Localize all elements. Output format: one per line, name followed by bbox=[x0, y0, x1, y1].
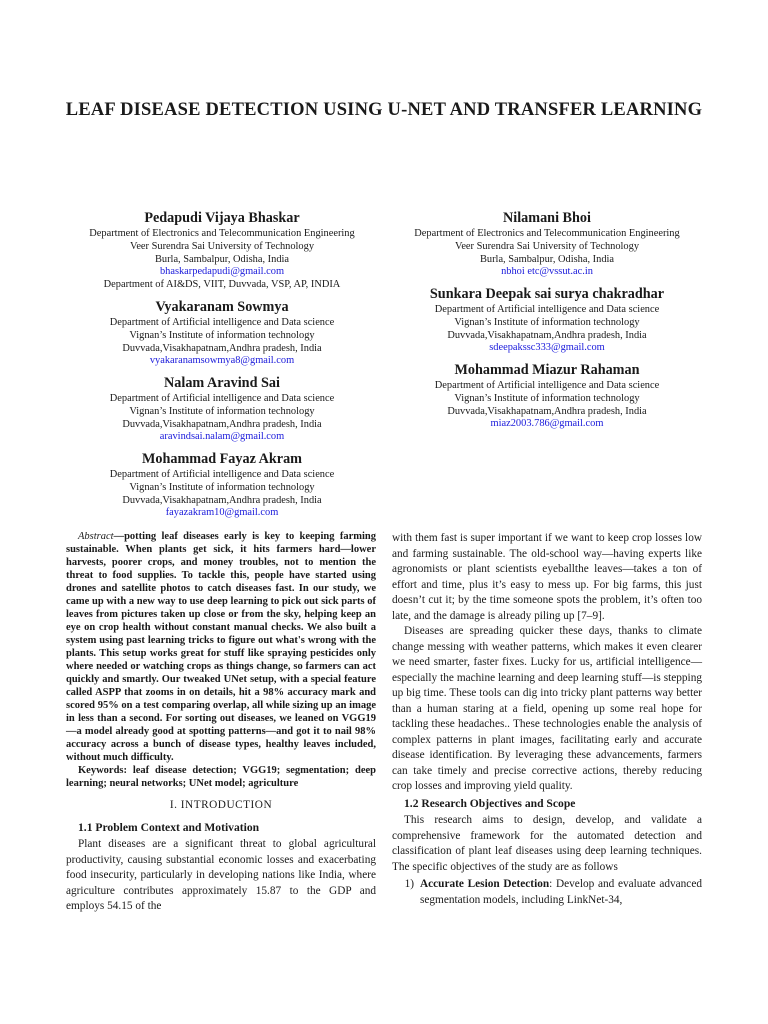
author-affiliation: Vignan’s Institute of information technology bbox=[454, 392, 640, 404]
author-block bbox=[387, 361, 707, 431]
author-block bbox=[62, 450, 382, 520]
author-email-link[interactable]: bhaskarpedapudi@gmail.com bbox=[159, 266, 285, 278]
author-name: Vyakaranam Sowmya bbox=[155, 299, 289, 315]
list-text bbox=[420, 877, 702, 908]
author-affiliation: Department of Artificial intelligence and Data science bbox=[109, 393, 335, 404]
author-affiliation: Veer Surendra Sai University of Technology bbox=[454, 240, 640, 252]
abstract-text: potting leaf diseases early is key to keeping farming sustainable. When plants get sick, it hits farmers hard—lower harvests, poorer crops, and money troubles, not to mention the threat to food supplies. To tackle this, people have started using drones and satellite photos to catch diseases fast. In our study, we came up with a new way to use deep learning to pick out sick parts of leaves from pictures taken up close or from the sky, helping keep an eye on crop health without constant manual checks. We also built a system using past learning tricks to figure out what's wrong with the plants. This setup works great for stuff like spraying pesticides only where needed or watching crops as things change, so farmers can act quickly and smartly. Our tweaked UNet setup, with a special feature called ASPP that zooms in on details, hit a 98% accuracy mark and scored 95% on a test comparing overlap, all while sizing up an image in less than a second. For sorting out diseases, we leaned on VGG19—a model already good at spotting patterns—and got it to nail 98% accuracy across a bunch of disease types, healthy leaves included, without much difficulty. bbox=[66, 531, 376, 763]
author-affiliation: Veer Surendra Sai University of Technology bbox=[129, 240, 315, 252]
author-affiliation: Duvvada,Visakhapatnam,Andhra pradesh, India bbox=[122, 342, 322, 354]
author-affiliation: Department of Artificial intelligence and Data science bbox=[434, 304, 660, 315]
author-affiliation: Department of Electronics and Telecommunication Engineering bbox=[89, 228, 355, 239]
author-name: Pedapudi Vijaya Bhaskar bbox=[144, 210, 300, 226]
author-block bbox=[387, 209, 707, 279]
author-affiliation: Department of Electronics and Telecommunication Engineering bbox=[414, 228, 680, 239]
list-body: : Develop and evaluate advanced segmentation models, including LinkNet-34, bbox=[420, 878, 702, 906]
author-email-link[interactable]: sdeepakssc333@gmail.com bbox=[489, 342, 605, 354]
author-name: Mohammad Miazur Rahaman bbox=[454, 362, 640, 378]
author-email-link[interactable]: miaz2003.786@gmail.com bbox=[490, 418, 604, 430]
author-affiliation: Burla, Sambalpur, Odisha, India bbox=[154, 253, 290, 265]
abstract-dash: — bbox=[113, 531, 125, 542]
author-affiliation: Duvvada,Visakhapatnam,Andhra pradesh, India bbox=[122, 418, 322, 430]
body-paragraph: Diseases are spreading quicker these days, thanks to climate change messing with weather patterns, which makes it even clearer we need smarter, faster fixes. Lucky for us, artificial intelligence—especially the machine learning and deep learning stuff—is stepping up big time. These tools can dig into tricky plant patterns way better than a human staring at a field, opening up some real hope for tackling these headaches.. These technologies enable the analysis of complex patterns in plant images, facilitating early and accurate disease identification. By leveraging these advancements, farmers can take timely and precise corrective actions, thereby reducing crop losses and improving yield quality. bbox=[392, 625, 702, 792]
abstract bbox=[66, 530, 376, 764]
left-column bbox=[66, 530, 376, 915]
body-paragraph: Plant diseases are a significant threat to global agricultural productivity, causing substantial economic losses and exacerbating food insecurity, particularly in developing nations like India, where agriculture contributes approximately 15.87 to the GDP and employs 54.15 of the bbox=[66, 838, 376, 912]
right-column bbox=[392, 531, 702, 908]
paper-title: LEAF DISEASE DETECTION USING U-NET AND TRANSFER LEARNING bbox=[65, 100, 703, 120]
author-name: Mohammad Fayaz Akram bbox=[142, 451, 302, 467]
author-affiliation: Department of Artificial intelligence and Data science bbox=[434, 380, 660, 391]
author-affiliation: Vignan’s Institute of information technology bbox=[129, 405, 315, 417]
list-item bbox=[392, 877, 702, 908]
body-paragraph: This research aims to design, develop, and validate a comprehensive framework for the automated detection and classification of plant leaf diseases using deep learning techniques. The specific objectives of the study are as follows bbox=[392, 814, 702, 873]
section-heading: I. INTRODUCTION bbox=[169, 799, 273, 811]
author-block bbox=[62, 374, 382, 444]
author-affiliation: Vignan’s Institute of information technology bbox=[129, 481, 315, 493]
author-affiliation: Duvvada,Visakhapatnam,Andhra pradesh, India bbox=[122, 494, 322, 506]
author-block bbox=[387, 285, 707, 355]
author-block bbox=[62, 298, 382, 368]
list-heading: Accurate Lesion Detection bbox=[420, 878, 550, 890]
author-affiliation: Vignan’s Institute of information technology bbox=[129, 329, 315, 341]
author-affiliation: Burla, Sambalpur, Odisha, India bbox=[479, 253, 615, 265]
author-name: Sunkara Deepak sai surya chakradhar bbox=[429, 286, 665, 302]
subsection-heading: 1.2 Research Objectives and Scope bbox=[404, 796, 576, 810]
abstract-label: Abstract bbox=[78, 531, 114, 542]
author-email-link[interactable]: fayazakram10@gmail.com bbox=[165, 507, 279, 519]
subsection-heading: 1.1 Problem Context and Motivation bbox=[78, 820, 260, 834]
list-number: 1) bbox=[404, 878, 414, 890]
author-affiliation: Vignan’s Institute of information technology bbox=[454, 316, 640, 328]
author-affiliation: Department of AI&DS, VIIT, Duvvada, VSP, AP, INDIA bbox=[103, 279, 341, 291]
author-email-link[interactable]: nbhoi etc@vssut.ac.in bbox=[501, 266, 593, 278]
author-email-link[interactable]: vyakaranamsowmya8@gmail.com bbox=[149, 355, 295, 367]
author-block bbox=[62, 209, 382, 292]
author-name: Nalam Aravind Sai bbox=[164, 375, 280, 391]
author-name: Nilamani Bhoi bbox=[503, 210, 591, 226]
author-affiliation: Duvvada,Visakhapatnam,Andhra pradesh, India bbox=[447, 405, 647, 417]
author-affiliation: Department of Artificial intelligence and Data science bbox=[109, 469, 335, 480]
keywords: Keywords: leaf disease detection; VGG19; segmentation; deep learning; neural networks; UNet model; agriculture bbox=[66, 765, 376, 789]
author-affiliation: Duvvada,Visakhapatnam,Andhra pradesh, India bbox=[447, 329, 647, 341]
author-email-link[interactable]: aravindsai.nalam@gmail.com bbox=[159, 431, 285, 443]
author-affiliation: Department of Artificial intelligence and Data science bbox=[109, 317, 335, 328]
body-paragraph: with them fast is super important if we want to keep crop losses low and farming sustainable. The old-school way—having experts like agronomists or plant scientists eyeballthe leaves—takes a ton of effort and time, plus it’s easy to mess up. For big farms, this just doesn’t cut it; by the time someone spots the problem, it’s often too late, and the damage is already piling up [7–9]. bbox=[392, 532, 702, 622]
